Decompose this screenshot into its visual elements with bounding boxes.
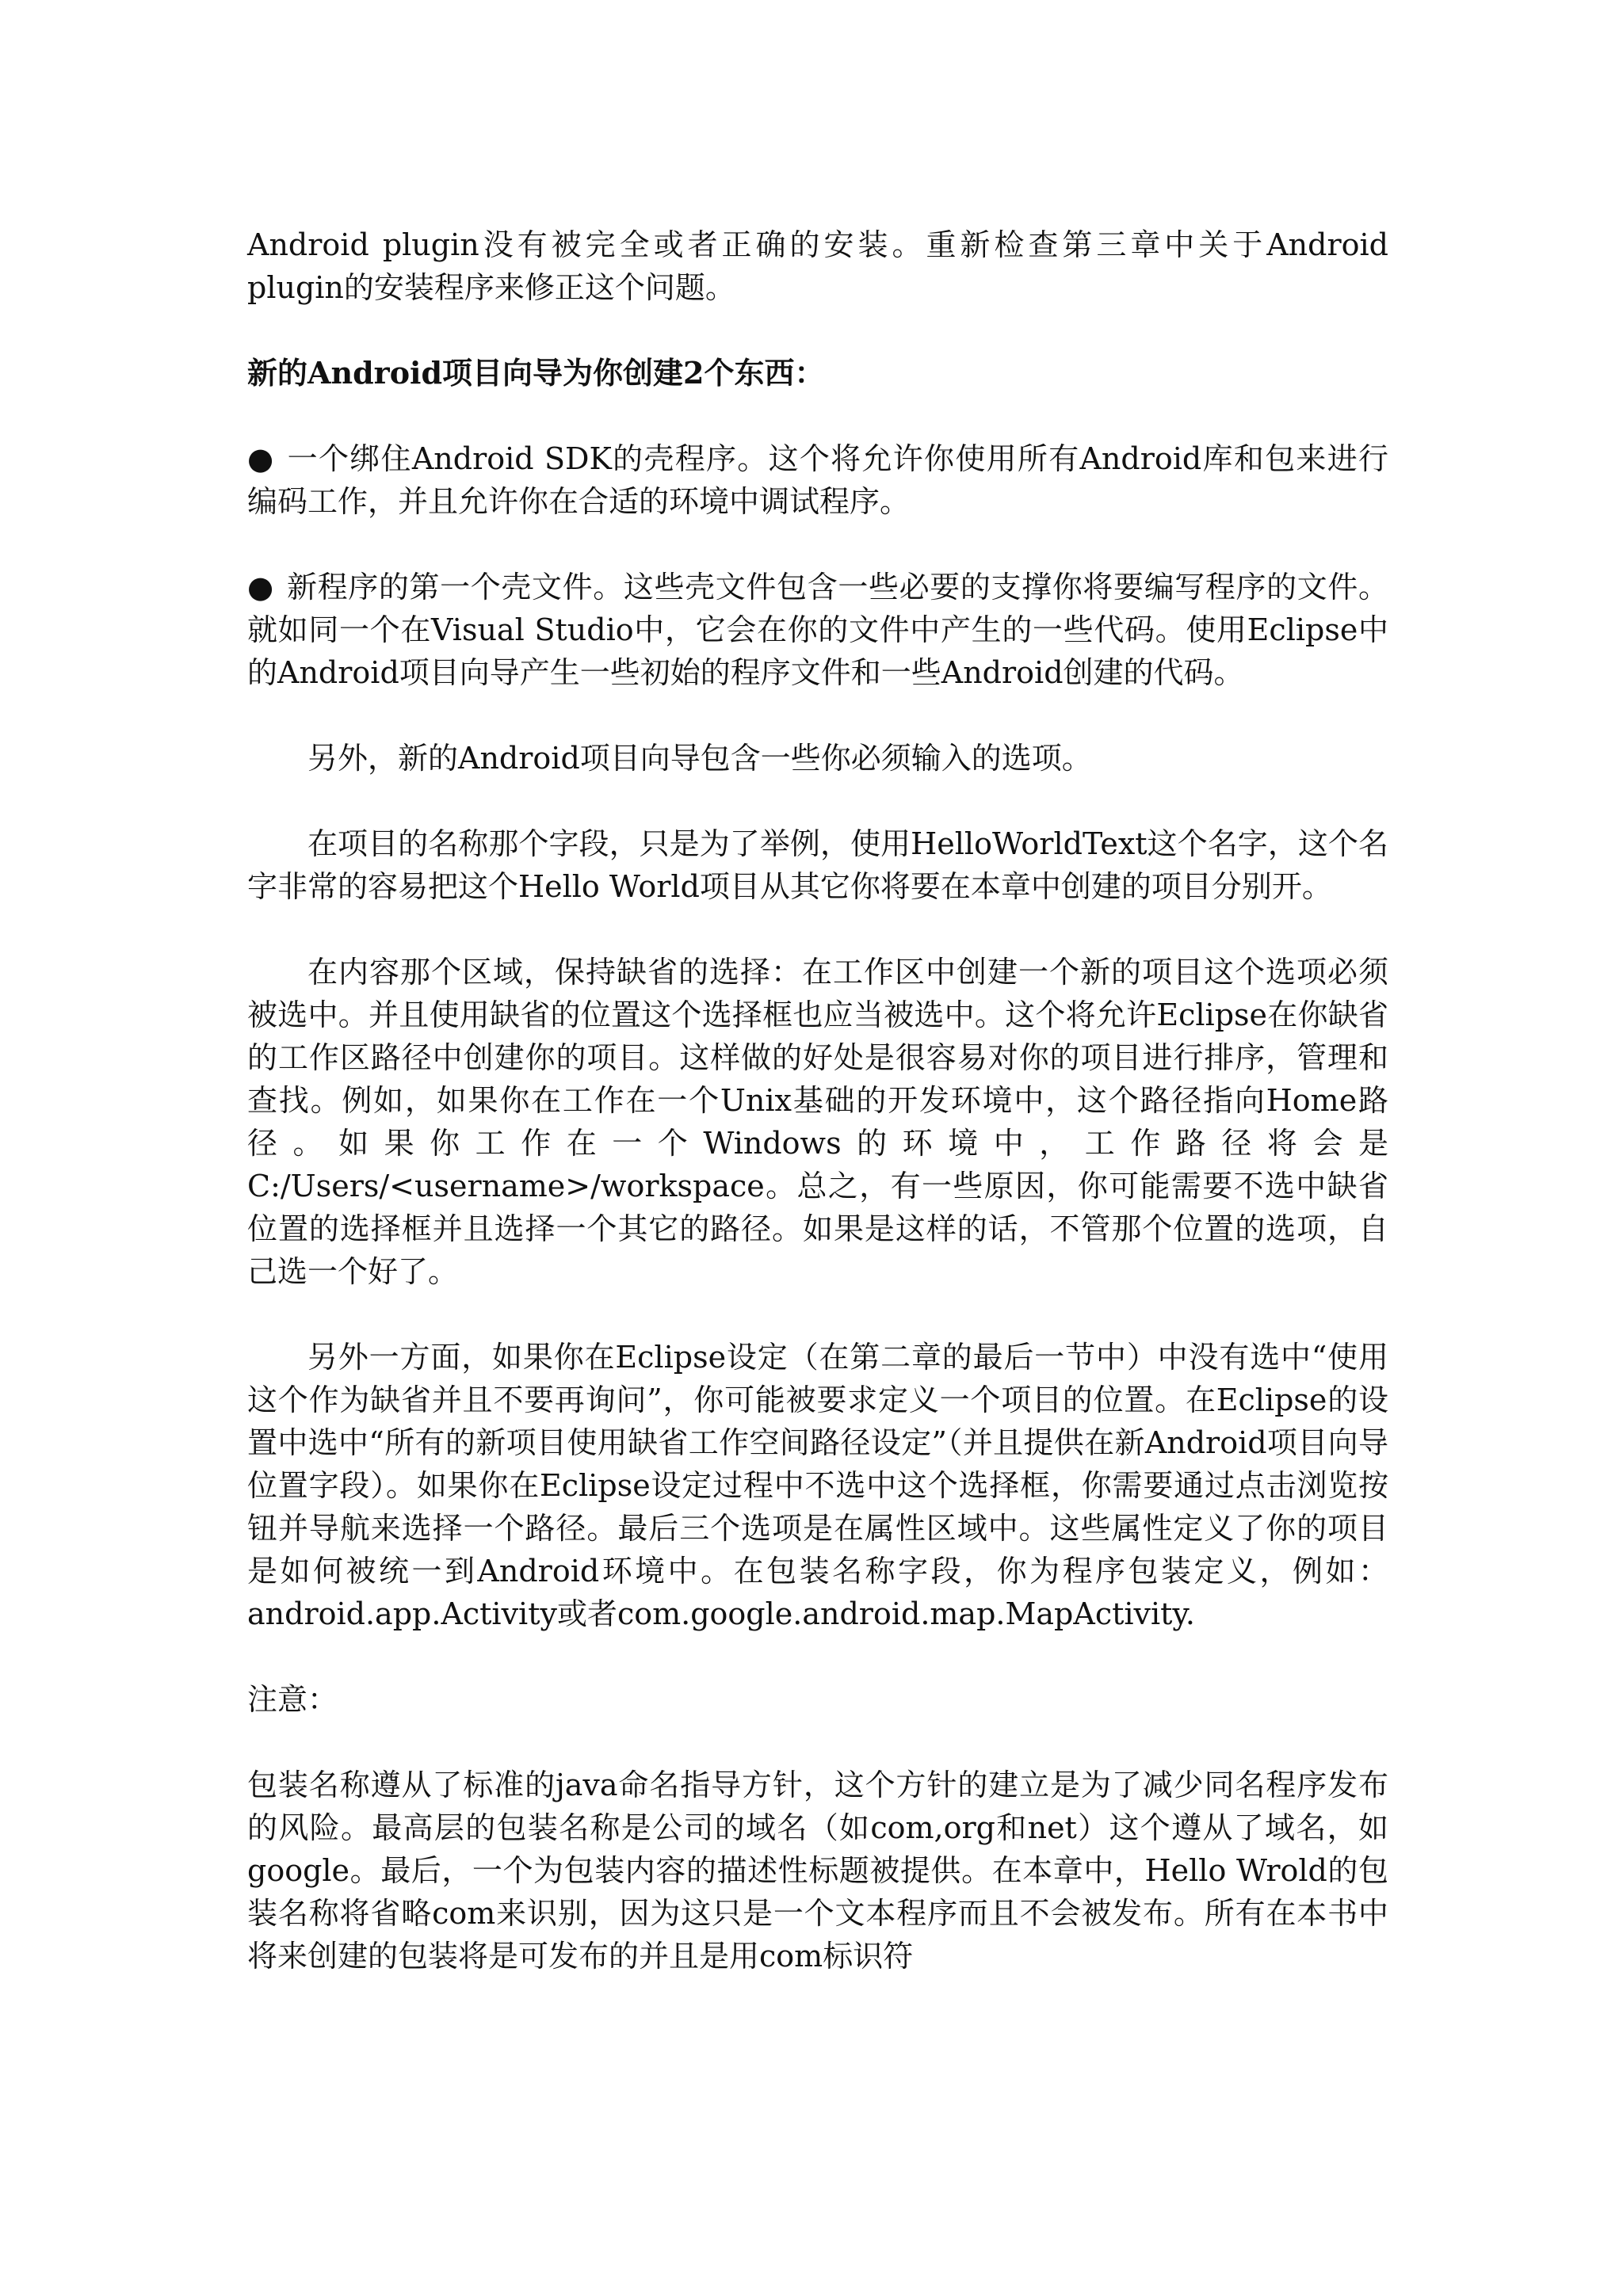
paragraph-wizard-options: 另外，新的Android项目向导包含一些你必须输入的选项。: [307, 741, 1092, 776]
paragraph-plugin-note: Android plugin没有被完全或者正确的安装。重新检查第三章中关于Android plugin的安装程序来修正这个问题。: [247, 227, 1388, 305]
bullet-icon: ●: [247, 570, 274, 605]
document-page: [247, 223, 1388, 1978]
note-label: 注意：: [247, 1682, 338, 1717]
bullet-icon: ●: [247, 441, 274, 476]
paragraph-project-name: 在项目的名称那个字段，只是为了举例，使用HelloWorldText这个名字，这个名字非常的容易把这个Hello World项目从其它你将要在本章中创建的项目分别开。: [247, 826, 1388, 904]
section-heading: 新的Android项目向导为你创建2个东西：: [247, 355, 825, 391]
bullet-text-shell-files: 新程序的第一个壳文件。这些壳文件包含一些必要的支撑你将要编写程序的文件。就如同一个在Visual Studio中，它会在你的文件中产生的一些代码。使用Eclipse中的Android项目向导产生一些初始的程序文件和一些Android创建的代码。: [247, 570, 1388, 690]
bullet-text-sdk-shell: 一个绑住Android SDK的壳程序。这个将允许你使用所有Android库和包来进行编码工作，并且允许你在合适的环境中调试程序。: [247, 441, 1388, 519]
paragraph-eclipse-settings: 另外一方面，如果你在Eclipse设定（在第二章的最后一节中）中没有选中“使用这个作为缺省并且不要再询问”，你可能被要求定义一个项目的位置。在Eclipse的设置中选中“所有的新项目使用缺省工作空间路径设定”（并且提供在新Android项目向导位置字段）。如果你在Eclipse设定过程中不选中这个选择框，你需要通过点击浏览按钮并导航来选择一个路径。最后三个选项是在属性区域中。这些属性定义了你的项目是如何被统一到Android环境中。在包装名称字段，你为程序包装定义，例如：android.app.Activity或者com.google.android.map.MapActivity.: [247, 1340, 1388, 1631]
paragraph-contents-area: 在内容那个区域，保持缺省的选择：在工作区中创建一个新的项目这个选项必须被选中。并且使用缺省的位置这个选择框也应当被选中。这个将允许Eclipse在你缺省的工作区路径中创建你的项目。这样做的好处是很容易对你的项目进行排序，管理和查找。例如，如果你在工作在一个Unix基础的开发环境中，这个路径指向Home路径。如果你工作在一个Windows的环境中，工作路径将会是C:/Users/<username>/workspace。总之，有一些原因，你可能需要不选中缺省位置的选择框并且选择一个其它的路径。如果是这样的话，不管那个位置的选项，自己选一个好了。: [247, 955, 1388, 1289]
bullet-paragraph-shell-files: [247, 566, 1388, 694]
paragraph-package-naming: 包装名称遵从了标准的java命名指导方针，这个方针的建立是为了减少同名程序发布的风险。最高层的包装名称是公司的域名（如com,org和net）这个遵从了域名，如google。最后，一个为包装内容的描述性标题被提供。在本章中，Hello Wrold的包装名称将省略com来识别，因为这只是一个文本程序而且不会被发布。所有在本书中将来创建的包装将是可发布的并且是用com标识符: [247, 1768, 1388, 1974]
bullet-paragraph-sdk-shell: [247, 437, 1388, 523]
